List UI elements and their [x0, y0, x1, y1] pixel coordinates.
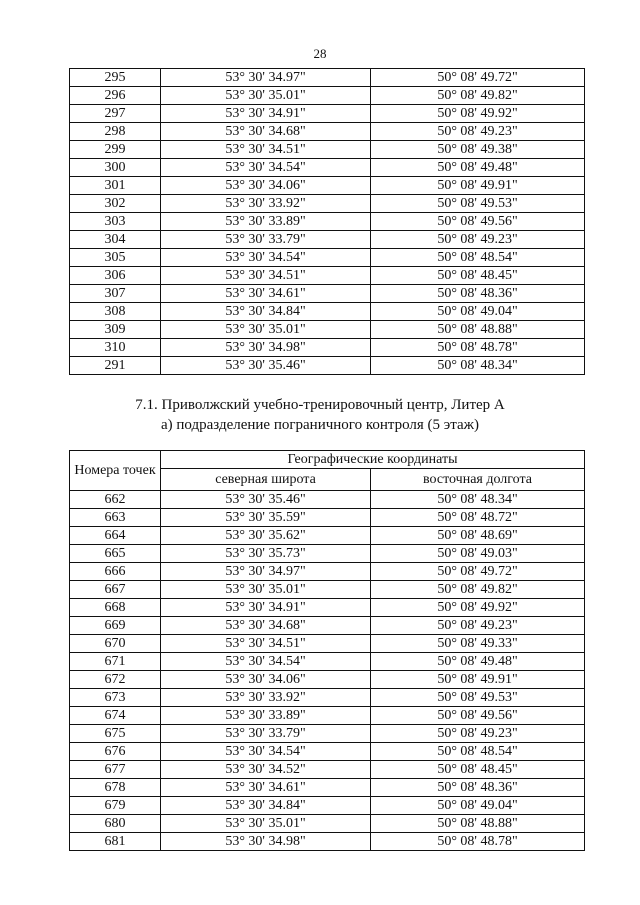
- point-number-cell: 678: [70, 779, 161, 797]
- table-row: [70, 491, 585, 509]
- longitude-cell: 50° 08' 49.23": [371, 725, 585, 743]
- latitude-cell: 53° 30' 34.91": [161, 599, 371, 617]
- table-row: [70, 671, 585, 689]
- latitude-cell: 53° 30' 34.54": [161, 249, 371, 267]
- longitude-cell: 50° 08' 48.54": [371, 249, 585, 267]
- latitude-cell: 53° 30' 33.89": [161, 707, 371, 725]
- coordinates-table-bottom: [69, 450, 585, 851]
- point-number-cell: 307: [70, 285, 161, 303]
- latitude-cell: 53° 30' 33.92": [161, 689, 371, 707]
- table-row: [70, 159, 585, 177]
- point-number-cell: 676: [70, 743, 161, 761]
- point-number-cell: 675: [70, 725, 161, 743]
- longitude-cell: 50° 08' 49.23": [371, 617, 585, 635]
- latitude-cell: 53° 30' 34.91": [161, 105, 371, 123]
- table-row: [70, 177, 585, 195]
- point-number-cell: 672: [70, 671, 161, 689]
- longitude-cell: 50° 08' 49.53": [371, 195, 585, 213]
- longitude-cell: 50° 08' 49.91": [371, 177, 585, 195]
- point-number-cell: 677: [70, 761, 161, 779]
- longitude-cell: 50° 08' 48.88": [371, 815, 585, 833]
- table-row: [70, 69, 585, 87]
- table-row: [70, 105, 585, 123]
- latitude-cell: 53° 30' 33.79": [161, 231, 371, 249]
- point-number-cell: 305: [70, 249, 161, 267]
- latitude-cell: 53° 30' 34.98": [161, 339, 371, 357]
- point-number-cell: 295: [70, 69, 161, 87]
- longitude-cell: 50° 08' 49.03": [371, 545, 585, 563]
- latitude-cell: 53° 30' 34.98": [161, 833, 371, 851]
- longitude-cell: 50° 08' 49.48": [371, 653, 585, 671]
- header-coordinates: Географические координаты: [161, 451, 585, 469]
- table-row: [70, 617, 585, 635]
- latitude-cell: 53° 30' 34.51": [161, 635, 371, 653]
- longitude-cell: 50° 08' 48.45": [371, 267, 585, 285]
- header-longitude: восточная долгота: [371, 469, 585, 491]
- longitude-cell: 50° 08' 49.82": [371, 87, 585, 105]
- point-number-cell: 662: [70, 491, 161, 509]
- table-row: [70, 357, 585, 375]
- table-row: [70, 87, 585, 105]
- table-row: [70, 815, 585, 833]
- table-row: [70, 195, 585, 213]
- latitude-cell: 53° 30' 34.68": [161, 123, 371, 141]
- point-number-cell: 665: [70, 545, 161, 563]
- latitude-cell: 53° 30' 35.73": [161, 545, 371, 563]
- latitude-cell: 53° 30' 33.89": [161, 213, 371, 231]
- table-header-row: [70, 451, 585, 469]
- latitude-cell: 53° 30' 34.97": [161, 69, 371, 87]
- longitude-cell: 50° 08' 48.36": [371, 285, 585, 303]
- longitude-cell: 50° 08' 49.82": [371, 581, 585, 599]
- header-points: Номера точек: [70, 451, 161, 491]
- table-row: [70, 689, 585, 707]
- point-number-cell: 663: [70, 509, 161, 527]
- table-row: [70, 303, 585, 321]
- point-number-cell: 298: [70, 123, 161, 141]
- table-row: [70, 653, 585, 671]
- longitude-cell: 50° 08' 49.33": [371, 635, 585, 653]
- point-number-cell: 302: [70, 195, 161, 213]
- table-row: [70, 725, 585, 743]
- table-row: [70, 267, 585, 285]
- longitude-cell: 50° 08' 48.34": [371, 491, 585, 509]
- point-number-cell: 308: [70, 303, 161, 321]
- longitude-cell: 50° 08' 49.92": [371, 105, 585, 123]
- table-row: [70, 707, 585, 725]
- longitude-cell: 50° 08' 49.56": [371, 707, 585, 725]
- latitude-cell: 53° 30' 34.84": [161, 797, 371, 815]
- longitude-cell: 50° 08' 49.48": [371, 159, 585, 177]
- table-row: [70, 285, 585, 303]
- longitude-cell: 50° 08' 48.69": [371, 527, 585, 545]
- table-row: [70, 761, 585, 779]
- latitude-cell: 53° 30' 34.61": [161, 285, 371, 303]
- table-row: [70, 527, 585, 545]
- longitude-cell: 50° 08' 49.92": [371, 599, 585, 617]
- point-number-cell: 301: [70, 177, 161, 195]
- point-number-cell: 309: [70, 321, 161, 339]
- longitude-cell: 50° 08' 49.38": [371, 141, 585, 159]
- point-number-cell: 670: [70, 635, 161, 653]
- latitude-cell: 53° 30' 34.06": [161, 671, 371, 689]
- point-number-cell: 666: [70, 563, 161, 581]
- point-number-cell: 664: [70, 527, 161, 545]
- point-number-cell: 668: [70, 599, 161, 617]
- longitude-cell: 50° 08' 48.78": [371, 833, 585, 851]
- point-number-cell: 667: [70, 581, 161, 599]
- table-row: [70, 635, 585, 653]
- point-number-cell: 671: [70, 653, 161, 671]
- point-number-cell: 673: [70, 689, 161, 707]
- latitude-cell: 53° 30' 34.54": [161, 743, 371, 761]
- longitude-cell: 50° 08' 49.23": [371, 231, 585, 249]
- latitude-cell: 53° 30' 34.06": [161, 177, 371, 195]
- latitude-cell: 53° 30' 35.62": [161, 527, 371, 545]
- latitude-cell: 53° 30' 35.01": [161, 321, 371, 339]
- point-number-cell: 297: [70, 105, 161, 123]
- table-row: [70, 213, 585, 231]
- section-title: 7.1. Приволжский учебно-тренировочный центр, Литер А: [135, 397, 505, 413]
- latitude-cell: 53° 30' 34.54": [161, 653, 371, 671]
- latitude-cell: 53° 30' 35.46": [161, 491, 371, 509]
- longitude-cell: 50° 08' 49.56": [371, 213, 585, 231]
- longitude-cell: 50° 08' 49.23": [371, 123, 585, 141]
- table-row: [70, 509, 585, 527]
- point-number-cell: 680: [70, 815, 161, 833]
- latitude-cell: 53° 30' 34.97": [161, 563, 371, 581]
- longitude-cell: 50° 08' 48.45": [371, 761, 585, 779]
- coordinates-table-header: [70, 451, 585, 491]
- latitude-cell: 53° 30' 34.61": [161, 779, 371, 797]
- latitude-cell: 53° 30' 35.59": [161, 509, 371, 527]
- latitude-cell: 53° 30' 35.01": [161, 581, 371, 599]
- section-subtitle: а) подразделение пограничного контроля (5 этаж): [161, 417, 479, 433]
- longitude-cell: 50° 08' 48.72": [371, 509, 585, 527]
- table-row: [70, 339, 585, 357]
- longitude-cell: 50° 08' 48.36": [371, 779, 585, 797]
- latitude-cell: 53° 30' 34.51": [161, 267, 371, 285]
- latitude-cell: 53° 30' 35.46": [161, 357, 371, 375]
- coordinates-table-top-body: [70, 69, 585, 375]
- table-row: [70, 779, 585, 797]
- latitude-cell: 53° 30' 33.92": [161, 195, 371, 213]
- latitude-cell: 53° 30' 35.01": [161, 815, 371, 833]
- longitude-cell: 50° 08' 48.88": [371, 321, 585, 339]
- latitude-cell: 53° 30' 34.51": [161, 141, 371, 159]
- table-row: [70, 545, 585, 563]
- latitude-cell: 53° 30' 33.79": [161, 725, 371, 743]
- longitude-cell: 50° 08' 48.34": [371, 357, 585, 375]
- longitude-cell: 50° 08' 48.54": [371, 743, 585, 761]
- point-number-cell: 679: [70, 797, 161, 815]
- section-heading: [0, 395, 640, 435]
- longitude-cell: 50° 08' 49.91": [371, 671, 585, 689]
- point-number-cell: 310: [70, 339, 161, 357]
- latitude-cell: 53° 30' 34.84": [161, 303, 371, 321]
- point-number-cell: 300: [70, 159, 161, 177]
- point-number-cell: 681: [70, 833, 161, 851]
- table-row: [70, 833, 585, 851]
- point-number-cell: 304: [70, 231, 161, 249]
- longitude-cell: 50° 08' 49.04": [371, 303, 585, 321]
- longitude-cell: 50° 08' 49.72": [371, 563, 585, 581]
- longitude-cell: 50° 08' 49.72": [371, 69, 585, 87]
- point-number-cell: 291: [70, 357, 161, 375]
- point-number-cell: 296: [70, 87, 161, 105]
- longitude-cell: 50° 08' 49.53": [371, 689, 585, 707]
- coordinates-table-bottom-body: [70, 491, 585, 851]
- latitude-cell: 53° 30' 34.68": [161, 617, 371, 635]
- table-row: [70, 797, 585, 815]
- point-number-cell: 299: [70, 141, 161, 159]
- longitude-cell: 50° 08' 49.04": [371, 797, 585, 815]
- table-row: [70, 249, 585, 267]
- point-number-cell: 669: [70, 617, 161, 635]
- table-row: [70, 743, 585, 761]
- header-latitude: северная широта: [161, 469, 371, 491]
- table-row: [70, 231, 585, 249]
- table-row: [70, 141, 585, 159]
- longitude-cell: 50° 08' 48.78": [371, 339, 585, 357]
- latitude-cell: 53° 30' 34.52": [161, 761, 371, 779]
- point-number-cell: 306: [70, 267, 161, 285]
- table-row: [70, 599, 585, 617]
- coordinates-table-top: [69, 68, 585, 375]
- table-row: [70, 581, 585, 599]
- latitude-cell: 53° 30' 35.01": [161, 87, 371, 105]
- table-row: [70, 563, 585, 581]
- point-number-cell: 674: [70, 707, 161, 725]
- point-number-cell: 303: [70, 213, 161, 231]
- table-row: [70, 321, 585, 339]
- latitude-cell: 53° 30' 34.54": [161, 159, 371, 177]
- table-row: [70, 123, 585, 141]
- page-number: 28: [313, 46, 327, 61]
